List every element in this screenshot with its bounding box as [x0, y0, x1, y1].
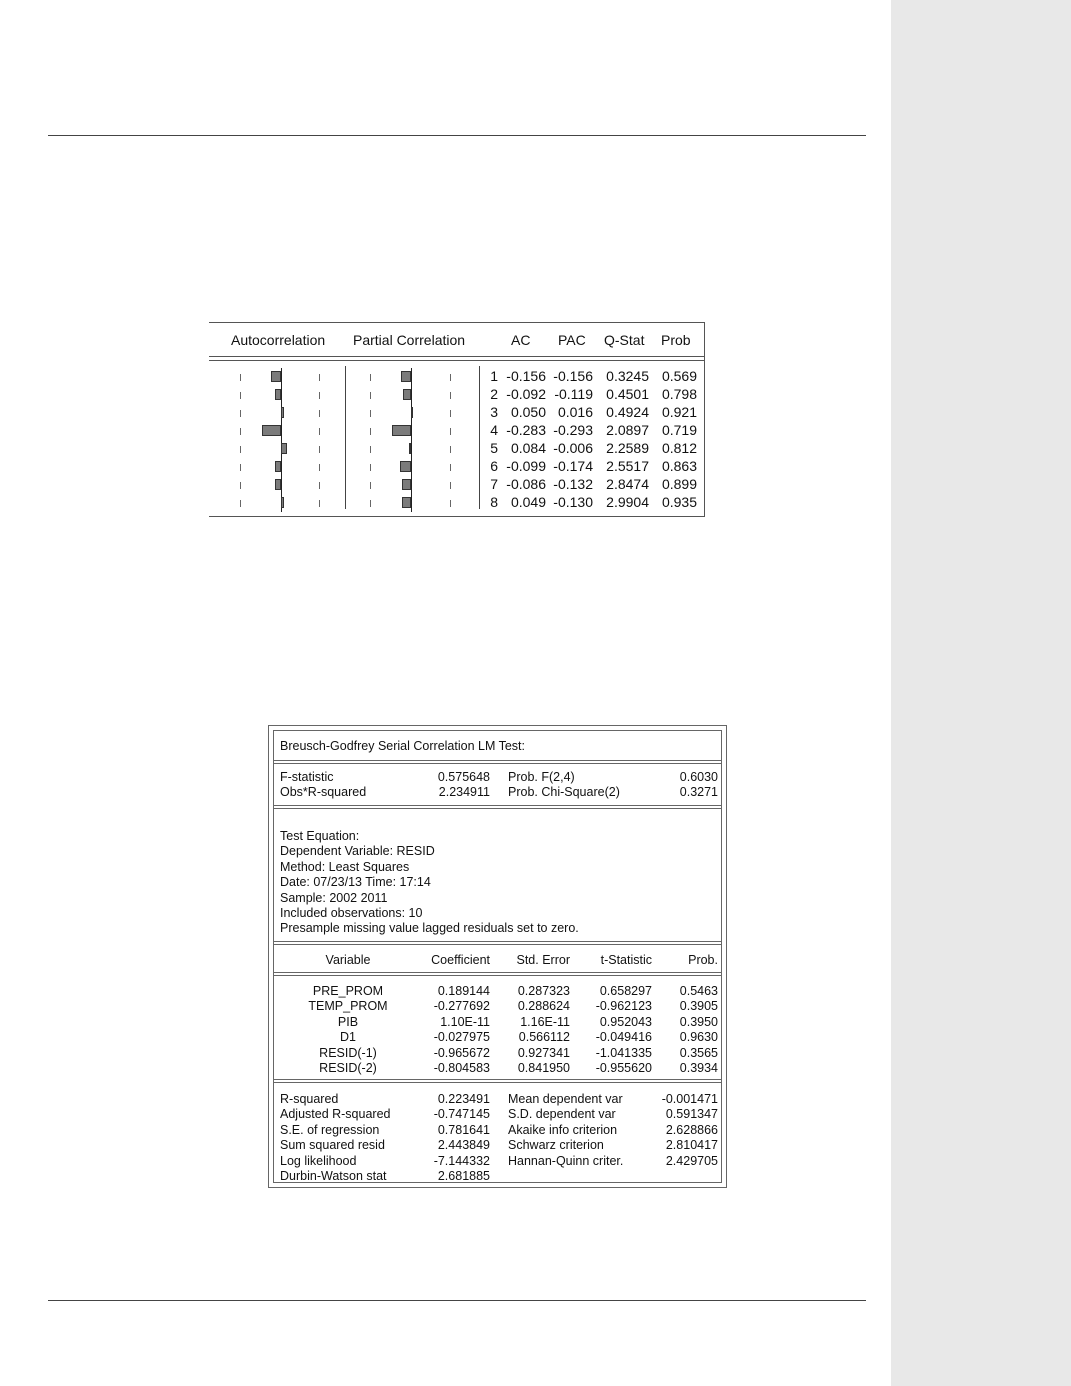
coef-variable: D1 — [340, 1030, 356, 1045]
correlogram-header — [209, 322, 704, 358]
coef-variable: RESID(-1) — [319, 1045, 377, 1060]
confidence-tick — [319, 482, 320, 489]
ac-bar — [271, 371, 281, 382]
lm-divider — [274, 760, 721, 764]
coef-prob: 0.9630 — [679, 1030, 718, 1045]
lag-cell: 1 — [490, 368, 498, 384]
column-t-statistic: t-Statistic — [600, 953, 652, 967]
qstat-cell: 0.3245 — [606, 368, 649, 384]
prob-cell: 0.921 — [661, 404, 697, 420]
prob-cell: 0.569 — [661, 368, 697, 384]
pac-bar — [411, 407, 413, 418]
header-pac: PAC — [558, 332, 586, 348]
summary-value: -0.747145 — [433, 1107, 490, 1122]
lag-cell: 5 — [490, 440, 498, 456]
confidence-tick — [240, 428, 241, 435]
ac-bar — [281, 443, 287, 454]
qstat-cell: 0.4501 — [606, 386, 649, 402]
confidence-tick — [240, 374, 241, 381]
confidence-tick — [240, 392, 241, 399]
confidence-tick — [370, 446, 371, 453]
pac-cell: -0.006 — [553, 440, 593, 456]
ac-bar — [281, 407, 284, 418]
header-autocorrelation: Autocorrelation — [231, 332, 326, 348]
stat-prob-label: Prob. F(2,4) — [508, 770, 575, 784]
pac-cell: -0.119 — [554, 386, 593, 402]
coef-variable: TEMP_PROM — [308, 999, 388, 1014]
coef-t-statistic: -0.049416 — [595, 1030, 652, 1045]
pac-cell: -0.130 — [553, 494, 593, 510]
pac-axis — [411, 458, 412, 476]
prob-cell: 0.798 — [661, 386, 697, 402]
lag-cell: 6 — [490, 458, 498, 474]
lag-cell: 2 — [490, 386, 498, 402]
pac-axis — [411, 386, 412, 404]
pac-axis — [411, 494, 412, 512]
correlogram-row — [209, 422, 704, 440]
pac-cell: 0.016 — [557, 404, 593, 420]
ac-bar — [281, 497, 284, 508]
summary-value: -7.144332 — [433, 1153, 490, 1168]
equation-info-line: Dependent Variable: RESID — [280, 844, 435, 859]
coef-coefficient: -0.965672 — [433, 1045, 490, 1060]
ac-cell: -0.156 — [506, 368, 546, 384]
coef-coefficient: -0.277692 — [433, 999, 490, 1014]
pac-axis — [411, 440, 412, 458]
prob-cell: 0.935 — [661, 494, 697, 510]
coef-std-error: 0.288624 — [517, 999, 570, 1014]
summary-value: 0.781641 — [437, 1122, 490, 1137]
pac-bar — [409, 443, 411, 454]
confidence-tick — [450, 410, 451, 417]
lm-test-title: Breusch-Godfrey Serial Correlation LM Test: — [280, 739, 526, 753]
equation-info-line: Presample missing value lagged residuals set to zero. — [280, 921, 579, 936]
coef-coefficient: -0.804583 — [433, 1061, 490, 1075]
coef-variable: RESID(-2) — [319, 1061, 377, 1075]
stat-value: 2.234911 — [438, 785, 490, 799]
coef-prob: 0.3950 — [679, 1014, 718, 1029]
lm-divider — [274, 1079, 721, 1083]
confidence-tick — [450, 482, 451, 489]
pac-cell: -0.293 — [553, 422, 593, 438]
summary-value2: 0.591347 — [665, 1107, 718, 1122]
correlogram-row — [209, 386, 704, 404]
stat-prob-value: 0.6030 — [679, 770, 718, 784]
equation-info-line: Date: 07/23/13 Time: 17:14 — [280, 875, 431, 890]
qstat-cell: 2.9904 — [606, 494, 649, 510]
confidence-tick — [240, 410, 241, 417]
summary-value2: -0.001471 — [661, 1092, 718, 1106]
coef-std-error: 0.841950 — [517, 1061, 570, 1075]
summary-value: 0.223491 — [437, 1092, 490, 1106]
confidence-tick — [319, 428, 320, 435]
ac-axis — [281, 368, 282, 386]
correlogram-row — [209, 440, 704, 458]
coef-std-error: 0.927341 — [517, 1045, 570, 1060]
pac-cell: -0.156 — [553, 368, 593, 384]
summary-label2: Schwarz criterion — [508, 1138, 604, 1153]
lag-cell: 8 — [490, 494, 498, 510]
pac-bar — [400, 461, 412, 472]
prob-cell: 0.899 — [661, 476, 697, 492]
ac-cell: -0.086 — [506, 476, 546, 492]
coef-prob: 0.3565 — [679, 1045, 718, 1060]
summary-label: S.E. of regression — [280, 1122, 380, 1137]
header-rule — [48, 135, 866, 136]
pac-cell: -0.174 — [553, 458, 593, 474]
header-divider — [209, 356, 704, 357]
confidence-tick — [450, 500, 451, 507]
confidence-tick — [450, 446, 451, 453]
lm-divider — [274, 972, 721, 976]
lag-cell: 3 — [490, 404, 498, 420]
summary-value: 2.443849 — [437, 1138, 490, 1153]
summary-label2: Hannan-Quinn criter. — [508, 1153, 624, 1168]
pac-axis — [411, 422, 412, 440]
pac-bar — [402, 497, 411, 508]
coef-std-error: 0.287323 — [517, 984, 570, 998]
header-ac: AC — [511, 332, 531, 348]
coef-t-statistic: -0.955620 — [595, 1061, 652, 1075]
ac-axis — [281, 476, 282, 494]
equation-info-line: Method: Least Squares — [280, 859, 410, 874]
prob-cell: 0.812 — [661, 440, 697, 456]
summary-label: Adjusted R-squared — [280, 1107, 391, 1122]
qstat-cell: 0.4924 — [606, 404, 649, 420]
prob-cell: 0.719 — [661, 422, 697, 438]
coef-variable: PRE_PROM — [312, 984, 384, 998]
confidence-tick — [240, 464, 241, 471]
column-coefficient: Coefficient — [431, 953, 490, 967]
header-qstat: Q-Stat — [604, 332, 645, 348]
confidence-tick — [450, 428, 451, 435]
summary-label: Log likelihood — [280, 1153, 357, 1168]
stat-label: F-statistic — [280, 770, 334, 784]
pac-axis — [411, 476, 412, 494]
stat-label: Obs*R-squared — [280, 785, 367, 799]
summary-label: Durbin-Watson stat — [280, 1169, 387, 1183]
confidence-tick — [319, 446, 320, 453]
coef-t-statistic: 0.952043 — [599, 1014, 652, 1029]
ac-axis — [281, 458, 282, 476]
qstat-cell: 2.8474 — [606, 476, 649, 492]
prob-cell: 0.863 — [661, 458, 697, 474]
summary-label: Sum squared resid — [280, 1138, 385, 1153]
confidence-tick — [370, 374, 371, 381]
coef-prob: 0.5463 — [679, 984, 718, 998]
ac-cell: 0.049 — [510, 494, 546, 510]
confidence-tick — [319, 500, 320, 507]
pac-bar — [403, 389, 411, 400]
ac-cell: 0.050 — [510, 404, 546, 420]
pac-axis — [411, 368, 412, 386]
coef-coefficient: 1.10E-11 — [440, 1014, 490, 1029]
qstat-cell: 2.5517 — [606, 458, 649, 474]
header-prob: Prob — [661, 332, 691, 348]
pac-bar — [401, 371, 411, 382]
confidence-tick — [240, 500, 241, 507]
pac-bar — [402, 479, 411, 490]
coef-std-error: 1.16E-11 — [520, 1014, 570, 1029]
correlogram-row — [209, 494, 704, 512]
ac-axis — [281, 386, 282, 404]
header-divider-double — [209, 360, 704, 361]
summary-label2: S.D. dependent var — [508, 1107, 616, 1122]
ac-axis — [281, 422, 282, 440]
equation-info-line: Included observations: 10 — [280, 906, 423, 920]
ac-bar — [262, 425, 281, 436]
correlogram-row — [209, 458, 704, 476]
confidence-tick — [240, 446, 241, 453]
ac-cell: 0.084 — [510, 440, 546, 456]
side-panel — [891, 0, 1071, 1386]
correlogram-row — [209, 476, 704, 494]
confidence-tick — [450, 392, 451, 399]
summary-label: R-squared — [280, 1092, 339, 1106]
confidence-tick — [370, 428, 371, 435]
ac-bar — [275, 479, 281, 490]
coef-t-statistic: 0.658297 — [599, 984, 652, 998]
header-partial-correlation: Partial Correlation — [353, 332, 466, 348]
column-std-error: Std. Error — [516, 953, 570, 967]
ac-bar — [275, 461, 282, 472]
ac-cell: -0.092 — [506, 386, 546, 402]
confidence-tick — [370, 500, 371, 507]
summary-value: 2.681885 — [437, 1169, 490, 1183]
coef-t-statistic: -1.041335 — [595, 1045, 652, 1060]
correlogram-row — [209, 404, 704, 422]
stat-value: 0.575648 — [437, 770, 490, 784]
coef-prob: 0.3934 — [679, 1061, 718, 1075]
ac-bar — [275, 389, 281, 400]
stat-prob-value: 0.3271 — [679, 785, 718, 799]
confidence-tick — [370, 410, 371, 417]
summary-label2: Akaike info criterion — [508, 1122, 618, 1137]
confidence-tick — [319, 464, 320, 471]
lm-test-table — [268, 725, 727, 1188]
coef-std-error: 0.566112 — [518, 1030, 570, 1045]
column-variable: Variable — [325, 953, 371, 967]
correlogram-bottom-border — [209, 516, 705, 517]
confidence-tick — [370, 464, 371, 471]
coef-variable: PIB — [337, 1014, 359, 1029]
coef-coefficient: 0.189144 — [437, 984, 490, 998]
confidence-tick — [370, 392, 371, 399]
pac-cell: -0.132 — [553, 476, 593, 492]
qstat-cell: 2.0897 — [606, 422, 649, 438]
confidence-tick — [319, 392, 320, 399]
confidence-tick — [319, 374, 320, 381]
lm-divider — [274, 941, 721, 945]
equation-info-line: Sample: 2002 2011 — [280, 890, 388, 905]
summary-value2: 2.628866 — [665, 1122, 718, 1137]
lm-divider — [274, 805, 721, 809]
footer-rule — [48, 1300, 866, 1301]
correlogram-row — [209, 368, 704, 386]
column-prob: Prob. — [688, 953, 718, 967]
confidence-tick — [450, 374, 451, 381]
summary-label2: Mean dependent var — [508, 1092, 623, 1106]
lag-cell: 7 — [490, 476, 498, 492]
pac-bar — [392, 425, 411, 436]
lag-cell: 4 — [490, 422, 498, 438]
summary-value2: 2.429705 — [665, 1153, 718, 1168]
qstat-cell: 2.2589 — [606, 440, 649, 456]
confidence-tick — [370, 482, 371, 489]
summary-value2: 2.810417 — [665, 1138, 718, 1153]
confidence-tick — [319, 410, 320, 417]
coef-prob: 0.3905 — [679, 999, 718, 1014]
equation-info-line: Test Equation: — [280, 829, 360, 843]
ac-cell: -0.283 — [506, 422, 546, 438]
coef-coefficient: -0.027975 — [433, 1030, 490, 1045]
stat-prob-label: Prob. Chi-Square(2) — [508, 785, 620, 799]
coef-t-statistic: -0.962123 — [595, 999, 652, 1014]
correlogram-right-border — [704, 322, 705, 517]
confidence-tick — [240, 482, 241, 489]
lm-test-inner — [273, 730, 722, 1183]
correlogram-table — [209, 322, 705, 517]
confidence-tick — [450, 464, 451, 471]
ac-cell: -0.099 — [506, 458, 546, 474]
